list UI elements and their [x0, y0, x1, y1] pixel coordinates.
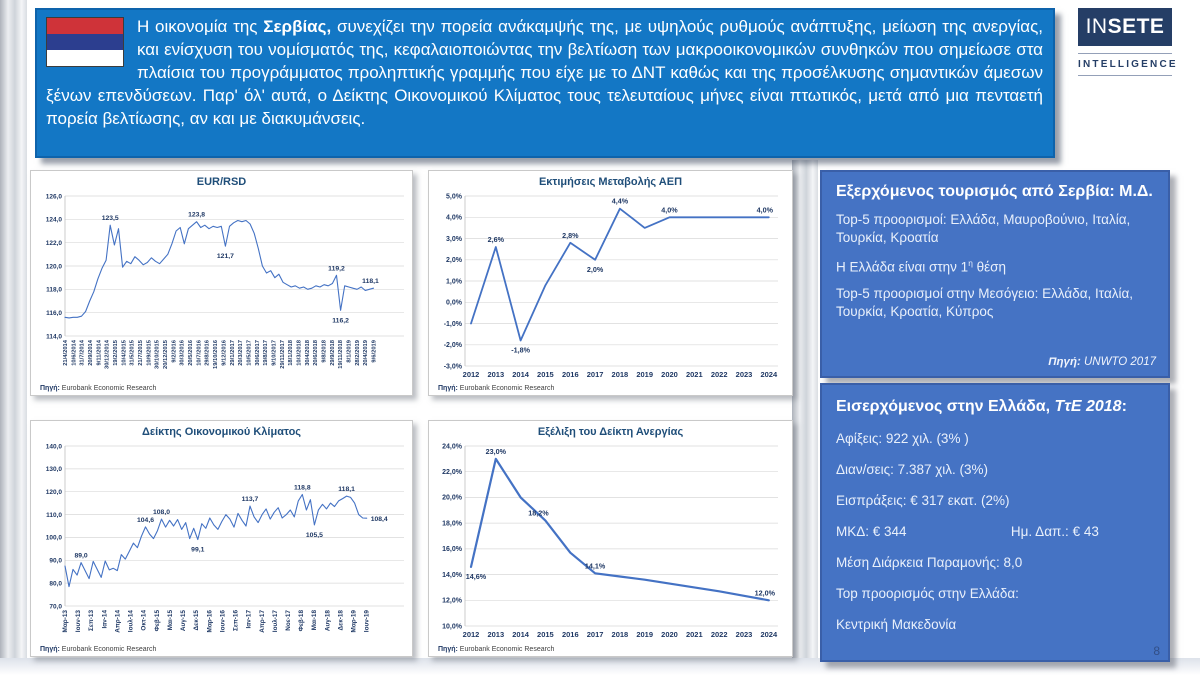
- chart-panel-gdp: [428, 170, 793, 396]
- svg-text:2021: 2021: [685, 630, 703, 639]
- svg-text:108,0: 108,0: [152, 509, 171, 517]
- svg-text:2020: 2020: [661, 630, 678, 639]
- svg-text:18,2%: 18,2%: [528, 508, 549, 518]
- svg-text:126,0: 126,0: [45, 193, 62, 201]
- svg-text:121,7: 121,7: [216, 253, 234, 261]
- svg-text:19/10/2016: 19/10/2016: [213, 340, 220, 370]
- svg-text:1,0%: 1,0%: [446, 278, 462, 286]
- svg-text:Ιουν-19: Ιουν-19: [363, 610, 371, 633]
- chart-title: Εκτιμήσεις Μεταβολής ΑΕΠ: [538, 176, 683, 188]
- svg-text:20/3/2017: 20/3/2017: [238, 340, 245, 366]
- chart-panel-economic-climate: [30, 420, 413, 657]
- svg-text:108,4: 108,4: [370, 516, 388, 524]
- svg-text:0,0%: 0,0%: [446, 299, 462, 307]
- svg-text:10/5/2017: 10/5/2017: [246, 340, 253, 366]
- inbound-tourism-box: [820, 383, 1170, 662]
- svg-text:120,0: 120,0: [45, 263, 62, 271]
- svg-text:19/11/2018: 19/11/2018: [338, 340, 345, 369]
- source-text: Eurobank Economic Research: [457, 646, 555, 653]
- chart-source: [438, 385, 554, 392]
- source-label: Πηγή:: [438, 385, 458, 392]
- svg-text:14,1%: 14,1%: [584, 561, 606, 571]
- svg-text:12,0%: 12,0%: [754, 588, 775, 598]
- svg-text:Φεβ-15: Φεβ-15: [153, 610, 161, 632]
- svg-text:2013: 2013: [487, 370, 505, 379]
- inbound-title-italic: ΤτΕ 2018: [1054, 398, 1122, 415]
- svg-text:9/11/2014: 9/11/2014: [96, 340, 103, 366]
- svg-text:2016: 2016: [561, 370, 579, 379]
- svg-text:10/4/2015: 10/4/2015: [121, 340, 128, 366]
- svg-text:-1,0%: -1,0%: [443, 320, 462, 328]
- svg-text:2022: 2022: [710, 370, 728, 379]
- svg-text:-3,0%: -3,0%: [443, 363, 462, 371]
- source-text: Eurobank Economic Research: [59, 385, 157, 392]
- svg-text:123,8: 123,8: [188, 211, 206, 219]
- svg-text:2016: 2016: [561, 630, 579, 639]
- top-destination-line: Top προορισμός στην Ελλάδα:: [836, 586, 1019, 601]
- svg-text:124,0: 124,0: [45, 216, 62, 224]
- chart-title: EUR/RSD: [196, 176, 247, 188]
- svg-text:Ιουλ-14: Ιουλ-14: [127, 610, 135, 633]
- svg-text:2,0%: 2,0%: [586, 264, 604, 274]
- svg-text:28/2/2019: 28/2/2019: [354, 340, 361, 366]
- svg-text:2017: 2017: [586, 630, 604, 639]
- source-label: Πηγή:: [40, 385, 60, 392]
- svg-text:Ιαν-17: Ιαν-17: [245, 610, 253, 629]
- svg-text:105,5: 105,5: [305, 531, 323, 539]
- svg-text:8/1/2019: 8/1/2019: [346, 340, 353, 363]
- svg-text:20,0%: 20,0%: [442, 494, 462, 502]
- unwto-source: [1048, 356, 1156, 368]
- svg-text:90,0: 90,0: [49, 557, 62, 565]
- middle-decoration-strip: [792, 160, 818, 675]
- svg-text:89,0: 89,0: [74, 552, 88, 560]
- svg-text:30/4/2018: 30/4/2018: [304, 340, 311, 366]
- svg-text:118,1: 118,1: [362, 278, 379, 286]
- central-macedonia-line: Κεντρική Μακεδονία: [836, 617, 957, 632]
- svg-text:123,5: 123,5: [101, 215, 119, 223]
- receipts-line: Εισπράξεις: € 317 εκατ. (2%): [836, 493, 1010, 508]
- svg-text:Ιουν-16: Ιουν-16: [219, 610, 227, 633]
- svg-text:2020: 2020: [661, 370, 678, 379]
- svg-text:31/5/2015: 31/5/2015: [129, 340, 136, 366]
- svg-text:99,1: 99,1: [191, 546, 205, 554]
- svg-text:18,0%: 18,0%: [442, 520, 462, 528]
- svg-text:29/9/2018: 29/9/2018: [329, 340, 336, 366]
- daily-spend-value: Ημ. Δαπ.: € 43: [1010, 524, 1099, 539]
- svg-text:4,0%: 4,0%: [446, 214, 462, 222]
- svg-text:16,0%: 16,0%: [442, 546, 462, 554]
- svg-text:Μαι-15: Μαι-15: [166, 610, 174, 631]
- svg-text:9/8/2018: 9/8/2018: [321, 340, 328, 363]
- source-text: Eurobank Economic Research: [59, 646, 157, 653]
- logo-subtitle: INTELLIGENCE: [1078, 59, 1178, 70]
- svg-text:118,8: 118,8: [293, 484, 311, 492]
- svg-text:2014: 2014: [512, 630, 529, 639]
- svg-text:116,0: 116,0: [46, 310, 62, 317]
- svg-text:Οκτ-14: Οκτ-14: [140, 610, 148, 631]
- svg-text:Μαρ-13: Μαρ-13: [62, 610, 69, 633]
- svg-text:114,0: 114,0: [46, 333, 62, 341]
- greece-rank-post: θέση: [972, 259, 1006, 275]
- svg-text:Ιαν-14: Ιαν-14: [101, 610, 109, 629]
- svg-text:20/9/2014: 20/9/2014: [88, 340, 94, 366]
- svg-text:20/4/2019: 20/4/2019: [363, 340, 370, 366]
- chart-panel-eur-rsd: [30, 170, 413, 396]
- source-label: Πηγή:: [40, 646, 60, 653]
- svg-text:2012: 2012: [462, 630, 480, 639]
- chart-panel-unemployment: [428, 420, 793, 657]
- svg-text:-2,0%: -2,0%: [443, 342, 462, 350]
- svg-text:2018: 2018: [611, 630, 629, 639]
- svg-text:2,8%: 2,8%: [562, 230, 579, 240]
- svg-text:30/10/2015: 30/10/2015: [154, 340, 161, 370]
- chart-source: [438, 646, 554, 653]
- svg-text:2018: 2018: [611, 370, 629, 379]
- insete-logo: [1078, 8, 1178, 76]
- svg-text:12,0%: 12,0%: [442, 597, 462, 605]
- svg-text:19/8/2017: 19/8/2017: [263, 340, 270, 366]
- svg-text:2017: 2017: [586, 370, 604, 379]
- top5-destinations-line: Top-5 προορισμοί: Ελλάδα, Μαυροβούνιο, Ιταλία, Τουρκία, Κροατία: [836, 212, 1131, 245]
- svg-text:2024: 2024: [760, 370, 778, 379]
- greece-rank-superscript: η: [968, 258, 973, 268]
- svg-text:130,0: 130,0: [45, 466, 62, 474]
- svg-text:Μαι-18: Μαι-18: [311, 610, 319, 631]
- svg-text:14,6%: 14,6%: [465, 571, 487, 581]
- inbound-title-pre: Εισερχόμενος στην Ελλάδα,: [836, 398, 1055, 415]
- svg-text:Δεκ-18: Δεκ-18: [337, 610, 345, 631]
- svg-text:70,0: 70,0: [49, 603, 62, 611]
- svg-text:116,2: 116,2: [332, 317, 349, 325]
- svg-text:Απρ-14: Απρ-14: [114, 610, 122, 633]
- svg-text:2023: 2023: [735, 630, 753, 639]
- svg-text:10/6/2014: 10/6/2014: [71, 340, 78, 366]
- svg-text:110,0: 110,0: [46, 511, 62, 519]
- logo-divider-bottom: [1078, 75, 1172, 76]
- svg-text:20/6/2018: 20/6/2018: [313, 340, 320, 366]
- svg-text:2023: 2023: [735, 370, 753, 379]
- mkd-value: ΜΚΔ: € 344: [836, 524, 907, 539]
- logo-text-sete: SETE: [1107, 15, 1165, 38]
- economic-climate-line-chart: [31, 440, 412, 642]
- insete-logo-box: [1078, 8, 1172, 46]
- svg-text:10/9/2015: 10/9/2015: [146, 340, 153, 366]
- svg-text:2019: 2019: [636, 630, 654, 639]
- gdp-line-chart: [429, 190, 792, 382]
- svg-text:Φεβ-18: Φεβ-18: [298, 610, 306, 632]
- svg-text:119,2: 119,2: [328, 265, 345, 273]
- svg-text:104,6: 104,6: [136, 516, 155, 524]
- source-label: Πηγή:: [1048, 356, 1081, 368]
- svg-text:2014: 2014: [512, 370, 529, 379]
- svg-text:30/12/2014: 30/12/2014: [104, 340, 111, 370]
- header-text-pre: Η οικονομία της: [137, 17, 264, 36]
- svg-text:2022: 2022: [710, 630, 728, 639]
- svg-text:118,1: 118,1: [338, 486, 355, 494]
- svg-text:29/8/2016: 29/8/2016: [204, 340, 211, 366]
- svg-text:4,0%: 4,0%: [661, 205, 678, 215]
- svg-text:10/3/2018: 10/3/2018: [296, 340, 303, 366]
- svg-text:18/1/2018: 18/1/2018: [288, 340, 295, 366]
- source-text: UNWTO 2017: [1080, 356, 1156, 368]
- svg-text:31/7/2014: 31/7/2014: [79, 340, 86, 366]
- svg-text:19/2/2015: 19/2/2015: [113, 340, 119, 366]
- svg-text:118,0: 118,0: [46, 286, 62, 294]
- inbound-title-end: :: [1121, 398, 1127, 415]
- svg-text:2021: 2021: [685, 370, 703, 379]
- svg-text:30/6/2017: 30/6/2017: [254, 340, 261, 366]
- svg-text:9/6/2019: 9/6/2019: [371, 340, 378, 363]
- svg-text:9/10/2017: 9/10/2017: [271, 340, 278, 366]
- page-number: 8: [1153, 644, 1160, 658]
- svg-text:22,0%: 22,0%: [442, 469, 462, 476]
- svg-text:20/5/2016: 20/5/2016: [188, 340, 195, 366]
- source-text: Eurobank Economic Research: [457, 385, 555, 392]
- svg-text:2012: 2012: [462, 370, 480, 379]
- svg-text:4,4%: 4,4%: [611, 196, 629, 206]
- outbound-tourism-box: [820, 170, 1170, 378]
- svg-text:20/12/2015: 20/12/2015: [163, 340, 170, 370]
- svg-text:2019: 2019: [636, 370, 654, 379]
- svg-text:2024: 2024: [760, 630, 778, 639]
- svg-text:80,0: 80,0: [49, 580, 62, 588]
- inbound-box-title: [836, 396, 1154, 417]
- svg-text:30/3/2016: 30/3/2016: [179, 340, 186, 366]
- svg-text:122,0: 122,0: [45, 240, 62, 247]
- svg-text:2013: 2013: [487, 630, 505, 639]
- svg-text:113,7: 113,7: [241, 496, 259, 504]
- svg-text:2,6%: 2,6%: [487, 235, 504, 244]
- top5-mediterranean-line: Top-5 προορισμοί στην Μεσόγειο: Ελλάδα, Ιταλία, Τουρκία, Κροατία, Κύπρος: [836, 286, 1134, 319]
- chart-title: Δείκτης Οικονομικού Κλίματος: [141, 426, 302, 438]
- svg-text:14,0%: 14,0%: [442, 571, 462, 579]
- svg-text:5,0%: 5,0%: [446, 193, 462, 201]
- avg-stay-line: Μέση Διάρκεια Παραμονής: 8,0: [836, 555, 1023, 570]
- svg-text:2015: 2015: [537, 630, 554, 639]
- logo-text-in: IN: [1085, 15, 1108, 38]
- svg-text:Αυγ-18: Αυγ-18: [324, 610, 332, 632]
- left-decoration-strip: [0, 0, 27, 675]
- unemployment-line-chart: [429, 440, 792, 642]
- flag-red-stripe: [47, 18, 123, 34]
- chart-source: [40, 646, 156, 653]
- svg-text:Μαρ-19: Μαρ-19: [350, 610, 358, 633]
- source-label: Πηγή:: [438, 646, 458, 653]
- greece-rank-pre: Η Ελλάδα είναι στην 1: [836, 259, 969, 275]
- svg-text:Ιουν-13: Ιουν-13: [75, 610, 83, 633]
- svg-text:23,0%: 23,0%: [485, 446, 506, 456]
- outbound-box-title: Εξερχόμενος τουρισμός από Σερβία: Μ.Δ.: [836, 183, 1153, 200]
- serbia-flag-icon: [46, 17, 124, 67]
- svg-text:Ιουλ-17: Ιουλ-17: [271, 610, 279, 633]
- svg-text:120,0: 120,0: [45, 489, 62, 496]
- header-paragraph: [46, 15, 1043, 130]
- svg-text:2,0%: 2,0%: [446, 257, 462, 265]
- svg-text:29/1/2017: 29/1/2017: [229, 340, 236, 366]
- svg-text:2015: 2015: [537, 370, 554, 379]
- svg-text:9/12/2016: 9/12/2016: [221, 340, 228, 366]
- chart-source: [40, 385, 156, 392]
- svg-text:100,0: 100,0: [45, 534, 62, 542]
- svg-text:9/2/2016: 9/2/2016: [171, 340, 178, 363]
- svg-text:21/4/2014: 21/4/2014: [63, 340, 69, 366]
- svg-text:3,0%: 3,0%: [446, 235, 462, 243]
- svg-text:29/11/2017: 29/11/2017: [279, 340, 286, 369]
- flag-white-stripe: [47, 50, 123, 66]
- svg-text:Σεπ-16: Σεπ-16: [232, 610, 240, 631]
- svg-text:Αυγ-15: Αυγ-15: [180, 610, 188, 632]
- eur-rsd-line-chart: [31, 190, 412, 382]
- svg-text:24,0%: 24,0%: [442, 443, 462, 451]
- svg-text:10/7/2016: 10/7/2016: [196, 340, 203, 366]
- svg-text:Σεπ-13: Σεπ-13: [88, 610, 96, 631]
- header-summary-box: [35, 8, 1055, 158]
- svg-text:10,0%: 10,0%: [442, 623, 462, 631]
- svg-text:21/7/2015: 21/7/2015: [138, 340, 144, 366]
- greece-rank-line: [836, 255, 1154, 276]
- svg-text:Απρ-17: Απρ-17: [258, 610, 266, 633]
- logo-divider: [1078, 53, 1172, 54]
- svg-text:Νοε-17: Νοε-17: [285, 610, 292, 631]
- svg-text:Μαρ-16: Μαρ-16: [206, 610, 214, 633]
- svg-text:Δεκ-15: Δεκ-15: [193, 610, 201, 631]
- chart-title: Εξέλιξη του Δείκτη Ανεργίας: [537, 426, 684, 438]
- svg-text:140,0: 140,0: [45, 443, 62, 451]
- mkd-daily-spend-line: [836, 523, 1154, 541]
- arrivals-line: Αφίξεις: 922 χιλ. (3% ): [836, 431, 969, 446]
- header-text-bold: Σερβίας,: [263, 17, 332, 36]
- header-text-post: συνεχίζει την πορεία ανάκαμψής της, με υψηλούς ρυθμούς ανάπτυξης, μείωση της ανεργίας, και ενίσχυση του νομίσματός της, κεφαλαιοποιώντας την βελτίωση των μακροοικονομικών συνθηκών που σημείωσε στα πλαίσια του προγράμματος προληπτικής γραμμής που είχε με το ΔΝΤ καθώς και της προσέλκυσης σημαντικών άμεσων ξένων επενδύσεων. Παρ' όλ' αυτά, ο Δείκτης Οικονομικού Κλίματος τους τελευταίους μήνες είναι πτωτικός, μετά από μια πενταετή πορεία βελτίωσης, αν και με διακυμάνσεις.: [46, 17, 1043, 128]
- svg-text:-1,8%: -1,8%: [511, 345, 530, 355]
- overnights-line: Διαν/σεις: 7.387 χιλ. (3%): [836, 462, 989, 477]
- flag-blue-stripe: [47, 34, 123, 50]
- svg-text:4,0%: 4,0%: [756, 205, 773, 215]
